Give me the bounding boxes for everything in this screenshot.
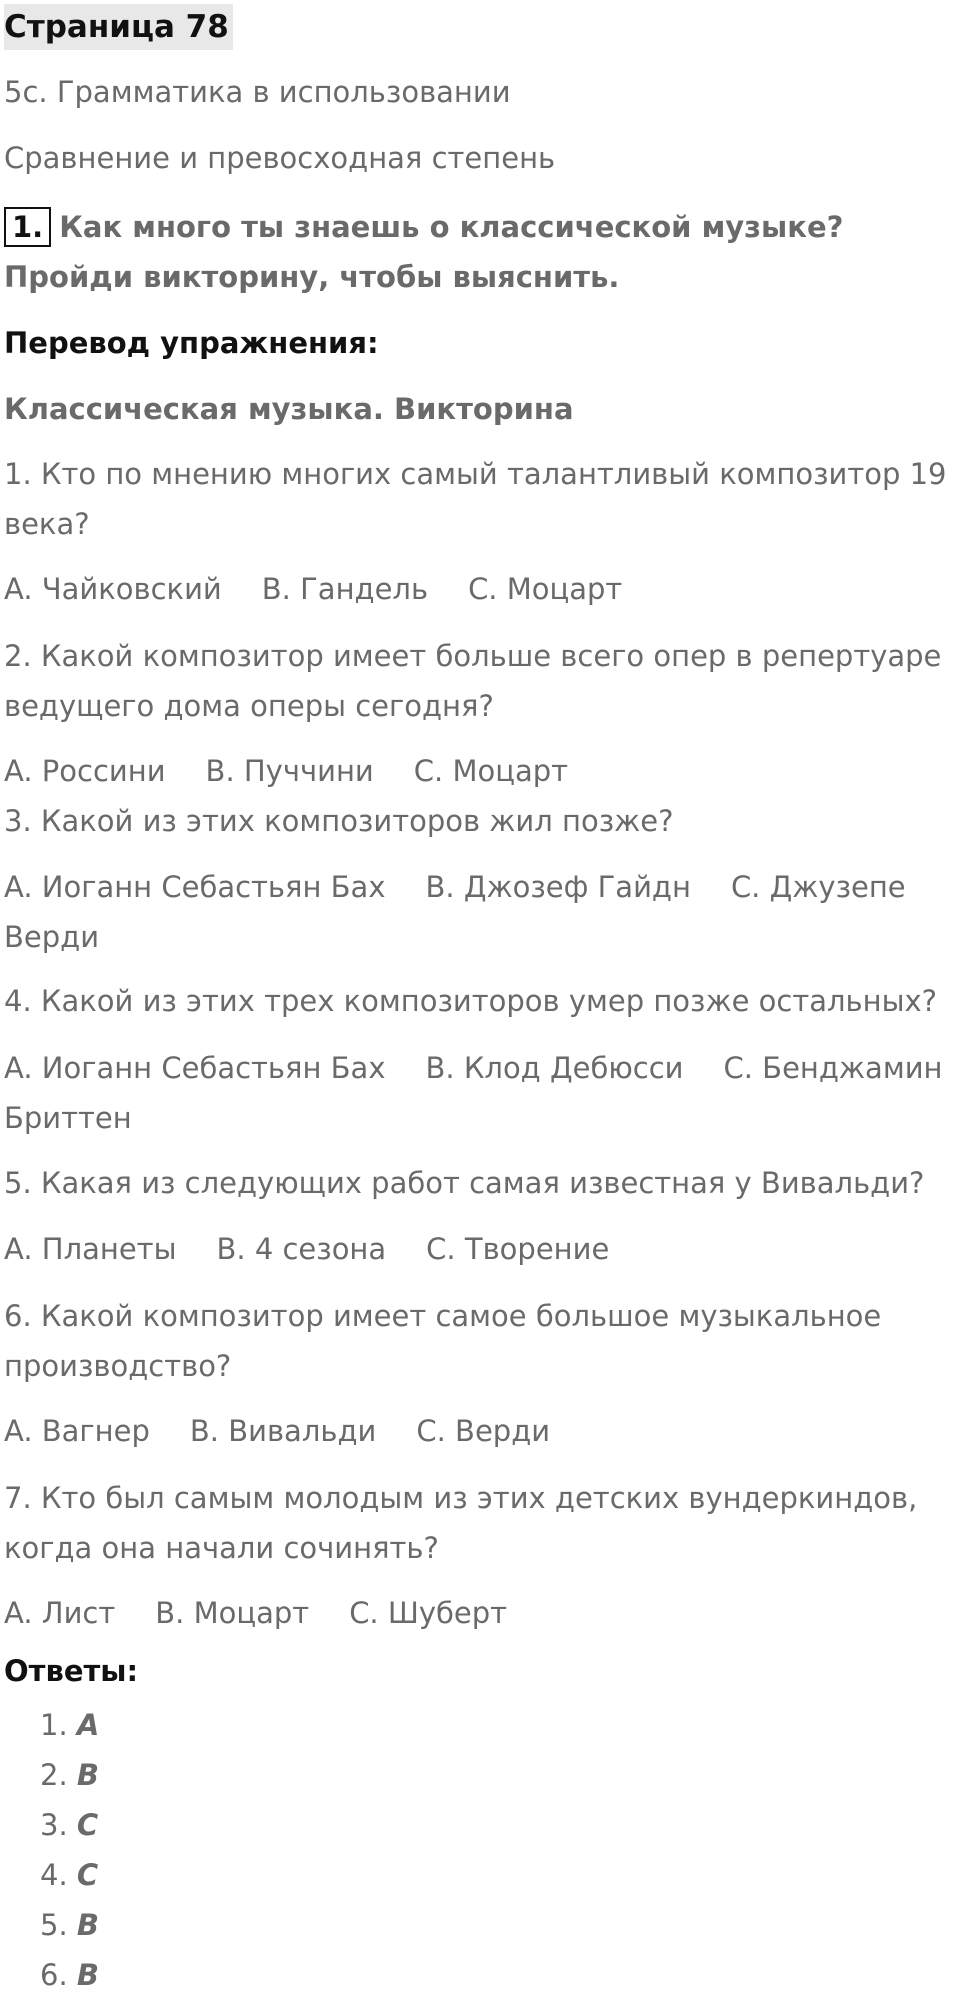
option-b: B. Гандель [261,572,429,606]
option-a: A. Россини [4,754,166,788]
answer-item [40,1950,99,2000]
answer-item [40,1750,99,1800]
question-1-options [4,564,622,614]
option-c: C. Творение [426,1232,610,1266]
answer-letter: C [76,1858,99,1892]
question-5: 5. Какая из следующих работ самая известная у Вивальди? [4,1166,925,1200]
option-c: C. Шуберт [349,1596,508,1630]
answers-list [40,1700,99,2000]
option-b: B. Вивальди [189,1414,377,1448]
answer-number: 5. [40,1908,68,1942]
answer-letter: B [76,1958,99,1992]
option-c: C. Моцарт [468,572,623,606]
answer-item [40,1850,99,1900]
answer-letter: C [76,1808,99,1842]
question-2-options [4,746,568,796]
section-title: 5c. Грамматика в использовании [4,75,511,109]
option-b: B. Клод Дебюсси [425,1051,684,1085]
question-2: 2. Какой композитор имеет больше всего опер в репертуаре ведущего дома оперы сегодня? [4,639,942,723]
question-4: 4. Какой из этих трех композиторов умер позже остальных? [4,984,938,1018]
option-b: B. Пуччини [205,754,374,788]
task-number: 1. [4,207,51,247]
option-c: C. Джузепе Верди [4,870,906,954]
option-c: C. Бенджамин Бриттен [4,1051,943,1135]
option-a: A. Иоганн Себастьян Бах [4,1051,386,1085]
answer-item [40,1700,99,1750]
question-6: 6. Какой композитор имеет самое большое музыкальное производство? [4,1299,882,1383]
option-c: C. Моцарт [413,754,569,788]
question-1: 1. Кто по мнению многих самый талантливый композитор 19 века? [4,457,947,541]
task-text: Как много ты знаешь о классической музыке? Пройди викторину, чтобы выяснить. [4,210,844,294]
question-6-options [4,1406,550,1456]
answer-number: 4. [40,1858,68,1892]
answer-number: 1. [40,1708,68,1742]
answer-letter: A [76,1708,100,1742]
question-7: 7. Кто был самым молодым из этих детских вундеркиндов, когда она начали сочинять? [4,1481,918,1565]
translation-heading: Перевод упражнения: [4,326,379,360]
question-3: 3. Какой из этих композиторов жил позже? [4,804,674,838]
answer-number: 3. [40,1808,68,1842]
option-b: B. Моцарт [155,1596,310,1630]
option-a: A. Лист [4,1596,116,1630]
answer-item [40,1900,99,1950]
option-b: B. 4 сезона [216,1232,387,1266]
answer-letter: B [76,1758,99,1792]
option-a: A. Чайковский [4,572,222,606]
option-c: C. Верди [416,1414,551,1448]
answer-item [40,1800,99,1850]
quiz-title: Классическая музыка. Викторина [4,392,574,426]
answer-number: 6. [40,1958,68,1992]
page-label: Страница 78 [4,4,233,50]
answer-letter: B [76,1908,99,1942]
question-4-options [4,1043,954,1143]
topic-title: Сравнение и превосходная степень [4,141,556,175]
option-a: A. Вагнер [4,1414,150,1448]
question-5-options [4,1224,609,1274]
question-3-options [4,862,954,962]
task-instruction [4,202,954,302]
option-a: A. Планеты [4,1232,177,1266]
answers-heading: Ответы: [4,1654,139,1688]
answer-number: 2. [40,1758,68,1792]
question-7-options [4,1588,507,1638]
option-b: B. Джозеф Гайдн [425,870,691,904]
option-a: A. Иоганн Себастьян Бах [4,870,386,904]
